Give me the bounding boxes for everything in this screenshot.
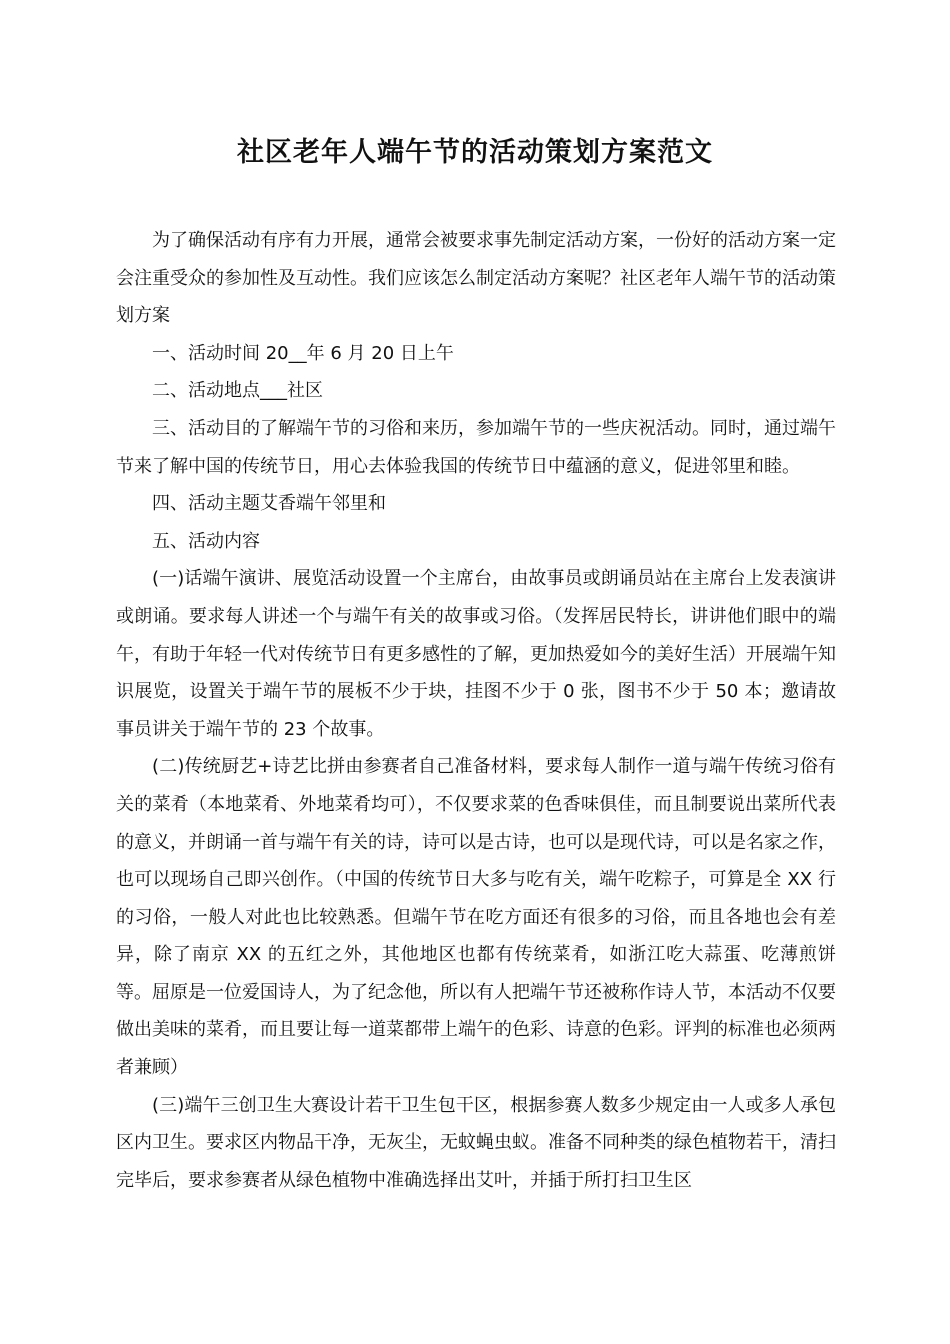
section-location: 二、活动地点___社区	[152, 380, 323, 402]
section-time: 一、活动时间 20__年 6 月 20 日上午	[152, 342, 454, 364]
content-item-2: (二)传统厨艺+诗艺比拼由参赛者自己准备材料，要求每人制作一道与端午传统习俗有关的菜肴（本地菜肴、外地菜肴均可），不仅要求菜的色香味俱佳，而且制要说出菜所代表的意义，并朗诵一首与端午有关的诗，诗可以是古诗，也可以是现代诗，可以是名家之作，也可以现场自己即兴创作。（中国的传统节日大多与吃有关，端午吃粽子，可算是全 XX 行的习俗，一般人对此也比较熟悉。但端午节在吃方面还有很多的习俗，而且各地也会有差异，除了南京 XX 的五红之外，其他地区也都有传统菜肴，如浙江吃大蒜蛋、吃薄煎饼等。屈原是一位爱国诗人，为了纪念他，所以有人把端午节还被称作诗人节，本活动不仅要做出美味的菜肴，而且要让每一道菜都带上端午的色彩、诗意的色彩。评判的标准也必须两者兼顾）	[116, 756, 836, 1079]
section-content-heading: 五、活动内容	[152, 530, 260, 552]
content-item-3: (三)端午三创卫生大赛设计若干卫生包干区，根据参赛人数多少规定由一人或多人承包区内卫生。要求区内物品干净，无灰尘，无蚊蝇虫蚁。准备不同种类的绿色植物若干，清扫完毕后，要求参赛者从绿色植物中准确选择出艾叶，并插于所打扫卫生区	[116, 1094, 836, 1191]
document-title: 社区老年人端午节的活动策划方案范文	[237, 137, 713, 168]
intro-paragraph: 为了确保活动有序有力开展，通常会被要求事先制定活动方案，一份好的活动方案一定会注重受众的参加性及互动性。我们应该怎么制定活动方案呢？社区老年人端午节的活动策划方案	[116, 230, 836, 327]
document-body	[116, 222, 836, 1199]
section-purpose: 三、活动目的了解端午节的习俗和来历，参加端午节的一些庆祝活动。同时，通过端午节来了解中国的传统节日，用心去体验我国的传统节日中蕴涵的意义，促进邻里和睦。	[116, 417, 836, 477]
section-theme: 四、活动主题艾香端午邻里和	[152, 493, 386, 515]
content-item-1: (一)话端午演讲、展览活动设置一个主席台，由故事员或朗诵员站在主席台上发表演讲或朗诵。要求每人讲述一个与端午有关的故事或习俗。（发挥居民特长，讲讲他们眼中的端午，有助于年轻一代对传统节日有更多感性的了解，更加热爱如今的美好生活）开展端午知识展览，设置关于端午节的展板不少于块，挂图不少于 0 张，图书不少于 50 本；邀请故事员讲关于端午节的 23 个故事。	[116, 568, 836, 740]
